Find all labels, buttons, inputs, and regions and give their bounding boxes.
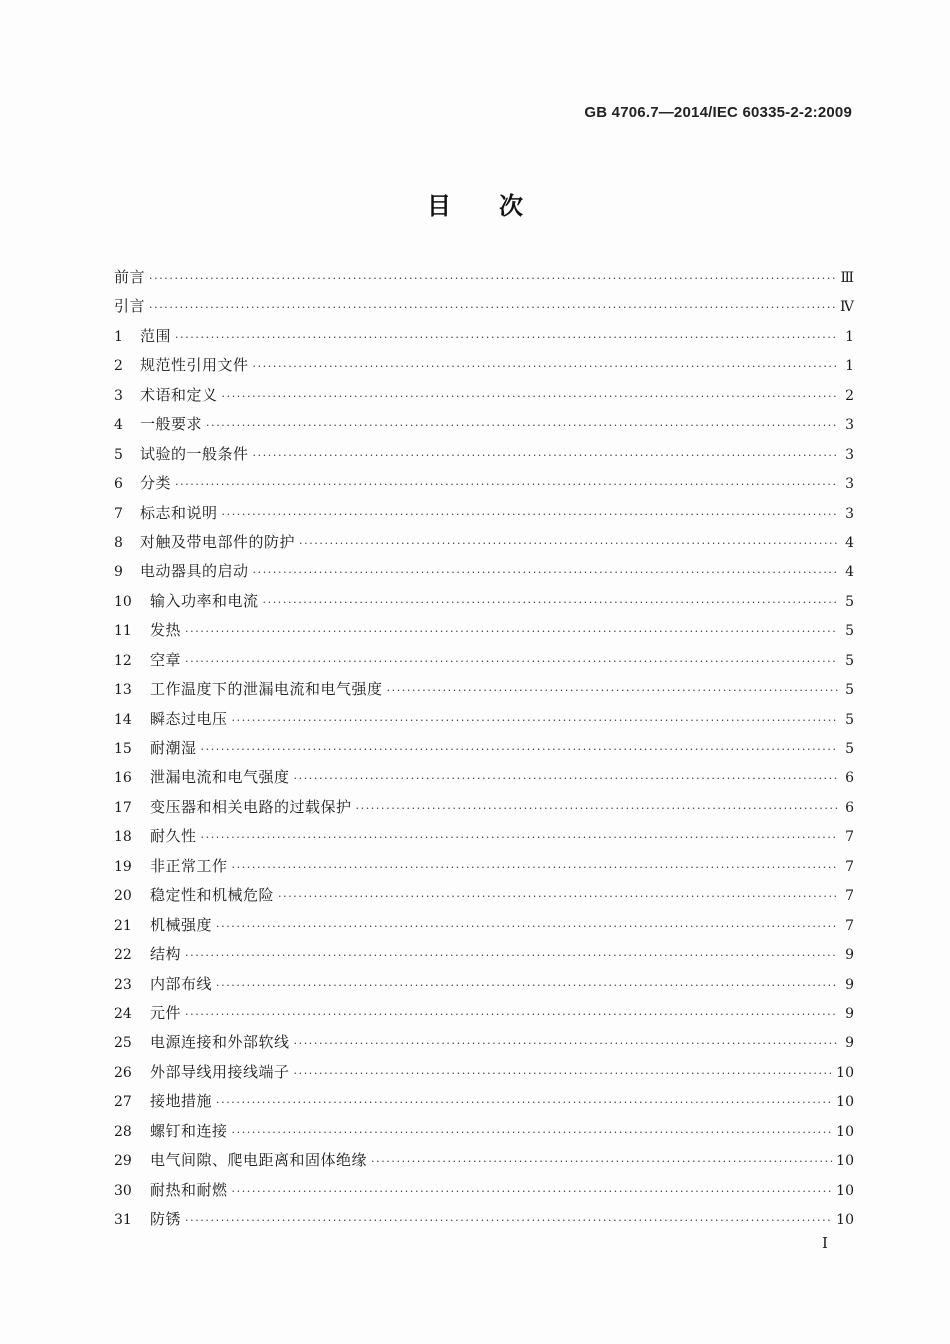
toc-leader-dots — [232, 1118, 833, 1147]
toc-entry[interactable] — [114, 999, 854, 1028]
toc-entry-page: 5 — [845, 652, 854, 669]
toc-entry-number: 10 — [114, 593, 132, 610]
toc-entry-label: 前言 — [114, 268, 146, 286]
toc-entry[interactable] — [114, 263, 854, 292]
toc-entry-number: 22 — [114, 947, 132, 964]
toc-entry-number: 31 — [114, 1212, 132, 1228]
toc-leader-dots — [294, 1059, 833, 1088]
toc-leader-dots — [222, 382, 838, 411]
toc-entry[interactable] — [114, 1058, 854, 1087]
toc-entry-label: 对触及带电部件的防护 — [140, 532, 296, 551]
toc-leader-dots — [149, 264, 836, 293]
page-title: 目次 — [427, 192, 571, 220]
standard-header: GB 4706.7—2014/IEC 60335-2-2:2009 — [584, 104, 852, 121]
toc-entry-label: 标志和说明 — [140, 503, 218, 522]
toc-leader-dots — [299, 529, 838, 558]
toc-entry-page: 2 — [845, 387, 854, 404]
toc-entry-label: 发热 — [150, 621, 182, 640]
toc-entry-number: 4 — [114, 417, 123, 434]
toc-entry-number: 20 — [114, 888, 132, 905]
toc-leader-dots — [216, 912, 838, 941]
toc-entry-number: 29 — [114, 1153, 132, 1170]
toc-entry-page: 3 — [845, 505, 854, 522]
toc-entry-page: 7 — [845, 858, 854, 875]
toc-entry-page: 3 — [845, 446, 854, 463]
toc-entry-label: 耐久性 — [150, 827, 197, 846]
toc-leader-dots — [185, 1206, 832, 1235]
toc-entry-number: 19 — [114, 858, 132, 875]
toc-entry-label: 输入功率和电流 — [150, 591, 259, 610]
toc-entry-label: 内部布线 — [150, 974, 213, 993]
toc-entry-number: 27 — [114, 1094, 132, 1111]
toc-entry[interactable] — [114, 1117, 854, 1146]
toc-entry-number: 28 — [114, 1123, 132, 1140]
toc-entry-number: 30 — [114, 1182, 132, 1199]
toc-entry-number: 14 — [114, 711, 132, 728]
toc-entry-label: 耐热和耐燃 — [150, 1180, 228, 1199]
toc-entry-label: 引言 — [114, 297, 146, 316]
toc-entry[interactable] — [114, 469, 854, 498]
toc-entry[interactable] — [114, 1205, 854, 1234]
toc-leader-dots — [175, 323, 838, 352]
toc-entry[interactable] — [114, 587, 854, 616]
toc-entry-label: 一般要求 — [140, 415, 203, 434]
toc-entry[interactable] — [114, 1028, 854, 1057]
toc-leader-dots — [294, 1029, 838, 1058]
table-of-contents — [114, 263, 854, 1234]
toc-entry[interactable] — [114, 616, 854, 645]
toc-entry-number: 9 — [114, 564, 123, 581]
toc-entry-page: 10 — [836, 1064, 854, 1081]
toc-entry[interactable] — [114, 793, 854, 822]
toc-entry-page: 5 — [845, 741, 854, 757]
toc-entry-number: 1 — [114, 328, 123, 345]
toc-entry-label: 术语和定义 — [140, 385, 218, 404]
toc-entry-number: 21 — [114, 917, 132, 934]
toc-entry-label: 电气间隙、爬电距离和固体绝缘 — [150, 1151, 368, 1170]
toc-entry-number: 15 — [114, 741, 132, 757]
toc-entry[interactable] — [114, 940, 854, 969]
toc-entry-page: 6 — [845, 799, 854, 816]
toc-entry-label: 防锈 — [150, 1210, 182, 1228]
toc-entry-page: 7 — [845, 917, 854, 934]
toc-entry-label: 结构 — [150, 945, 182, 964]
toc-leader-dots — [216, 1088, 832, 1117]
toc-leader-dots — [185, 647, 838, 676]
toc-leader-dots — [356, 794, 838, 823]
toc-entry[interactable] — [114, 322, 854, 351]
toc-entry-number: 23 — [114, 976, 132, 993]
toc-entry-number: 7 — [114, 505, 123, 522]
toc-entry-page: 9 — [845, 947, 854, 964]
toc-entry-label: 元件 — [150, 1003, 182, 1022]
toc-leader-dots — [232, 853, 838, 882]
toc-entry-page: 7 — [845, 888, 854, 905]
toc-leader-dots — [253, 558, 838, 587]
toc-leader-dots — [232, 1177, 833, 1206]
toc-entry-page: 10 — [836, 1094, 854, 1111]
toc-entry[interactable] — [114, 381, 854, 410]
toc-entry-page: 10 — [836, 1182, 854, 1199]
toc-entry-label: 电源连接和外部软线 — [150, 1033, 290, 1052]
toc-entry-number: 17 — [114, 799, 132, 816]
toc-entry-page: 3 — [845, 417, 854, 434]
toc-entry-page: 9 — [845, 976, 854, 993]
toc-entry[interactable] — [114, 822, 854, 851]
toc-entry-label: 泄漏电流和电气强度 — [150, 768, 290, 787]
toc-leader-dots — [185, 617, 838, 646]
toc-entry-label: 非正常工作 — [150, 856, 228, 875]
toc-leader-dots — [185, 941, 838, 970]
toc-leader-dots — [278, 882, 838, 911]
toc-entry[interactable] — [114, 1176, 854, 1205]
toc-entry-label: 规范性引用文件 — [140, 356, 249, 375]
toc-entry-page: 4 — [845, 564, 854, 581]
toc-entry-page: 5 — [845, 593, 854, 610]
toc-leader-dots — [222, 500, 838, 529]
toc-entry-page: 4 — [845, 534, 854, 551]
toc-entry-number: 2 — [114, 358, 123, 375]
toc-entry-page: Ⅳ — [840, 299, 854, 316]
toc-leader-dots — [216, 971, 838, 1000]
page-number: I — [822, 1234, 828, 1252]
toc-leader-dots — [185, 1000, 838, 1029]
toc-entry-label: 瞬态过电压 — [150, 709, 228, 728]
toc-leader-dots — [387, 676, 838, 705]
toc-leader-dots — [206, 411, 838, 440]
toc-entry-number: 6 — [114, 476, 123, 493]
toc-entry-page: 5 — [845, 623, 854, 640]
toc-entry-number: 26 — [114, 1064, 132, 1081]
toc-entry-label: 接地措施 — [150, 1092, 213, 1111]
toc-entry[interactable] — [114, 970, 854, 999]
toc-entry-page: 1 — [845, 328, 854, 345]
toc-entry[interactable] — [114, 705, 854, 734]
toc-entry-label: 工作温度下的泄漏电流和电气强度 — [150, 680, 383, 699]
toc-entry-number: 12 — [114, 652, 132, 669]
toc-entry-number: 13 — [114, 682, 132, 699]
toc-entry-page: 5 — [845, 711, 854, 728]
toc-entry-page: 9 — [845, 1005, 854, 1022]
toc-leader-dots — [175, 470, 838, 499]
toc-entry-label: 范围 — [140, 326, 172, 345]
toc-entry-label: 变压器和相关电路的过载保护 — [150, 797, 352, 816]
toc-leader-dots — [201, 735, 838, 764]
toc-leader-dots — [149, 293, 836, 322]
toc-entry[interactable] — [114, 292, 854, 321]
toc-leader-dots — [253, 352, 838, 381]
toc-entry[interactable] — [114, 675, 854, 704]
toc-entry[interactable] — [114, 410, 854, 439]
toc-entry-page: 5 — [845, 682, 854, 699]
toc-entry-number: 18 — [114, 829, 132, 846]
toc-entry-label: 分类 — [140, 474, 172, 493]
toc-leader-dots — [263, 588, 838, 617]
toc-entry-label: 耐潮湿 — [150, 739, 197, 757]
toc-entry[interactable] — [114, 557, 854, 586]
toc-entry-label: 螺钉和连接 — [150, 1121, 228, 1140]
toc-entry-page: 10 — [836, 1153, 854, 1170]
toc-entry[interactable] — [114, 1087, 854, 1116]
toc-leader-dots — [371, 1147, 832, 1176]
toc-entry[interactable] — [114, 499, 854, 528]
toc-entry[interactable] — [114, 763, 854, 792]
toc-entry[interactable] — [114, 734, 854, 763]
toc-entry[interactable] — [114, 881, 854, 910]
toc-entry-label: 空章 — [150, 650, 182, 669]
toc-entry-label: 外部导线用接线端子 — [150, 1062, 290, 1081]
toc-entry-page: 7 — [845, 829, 854, 846]
toc-entry[interactable] — [114, 440, 854, 469]
toc-leader-dots — [294, 764, 838, 793]
toc-entry[interactable] — [114, 911, 854, 940]
toc-leader-dots — [253, 441, 838, 470]
toc-entry-number: 3 — [114, 387, 123, 404]
toc-entry-page: 3 — [845, 476, 854, 493]
toc-entry-number: 24 — [114, 1005, 132, 1022]
toc-entry-page: 9 — [845, 1035, 854, 1052]
toc-entry-page: 6 — [845, 770, 854, 787]
toc-entry-page: 1 — [845, 358, 854, 375]
toc-leader-dots — [201, 823, 838, 852]
toc-entry-label: 稳定性和机械危险 — [150, 886, 275, 905]
toc-entry-label: 机械强度 — [150, 915, 213, 934]
toc-entry[interactable] — [114, 1146, 854, 1175]
toc-entry[interactable] — [114, 528, 854, 557]
toc-entry-page: 10 — [836, 1212, 854, 1228]
toc-entry-number: 8 — [114, 534, 123, 551]
toc-entry-number: 16 — [114, 770, 132, 787]
toc-entry[interactable] — [114, 646, 854, 675]
toc-leader-dots — [232, 706, 838, 735]
toc-entry-number: 5 — [114, 446, 123, 463]
toc-entry-page: Ⅲ — [840, 270, 854, 286]
toc-entry-number: 11 — [114, 623, 132, 640]
toc-entry[interactable] — [114, 852, 854, 881]
toc-entry-label: 电动器具的启动 — [140, 562, 249, 581]
toc-entry-number: 25 — [114, 1035, 132, 1052]
toc-entry-label: 试验的一般条件 — [140, 444, 249, 463]
toc-entry[interactable] — [114, 351, 854, 380]
toc-entry-page: 10 — [836, 1123, 854, 1140]
